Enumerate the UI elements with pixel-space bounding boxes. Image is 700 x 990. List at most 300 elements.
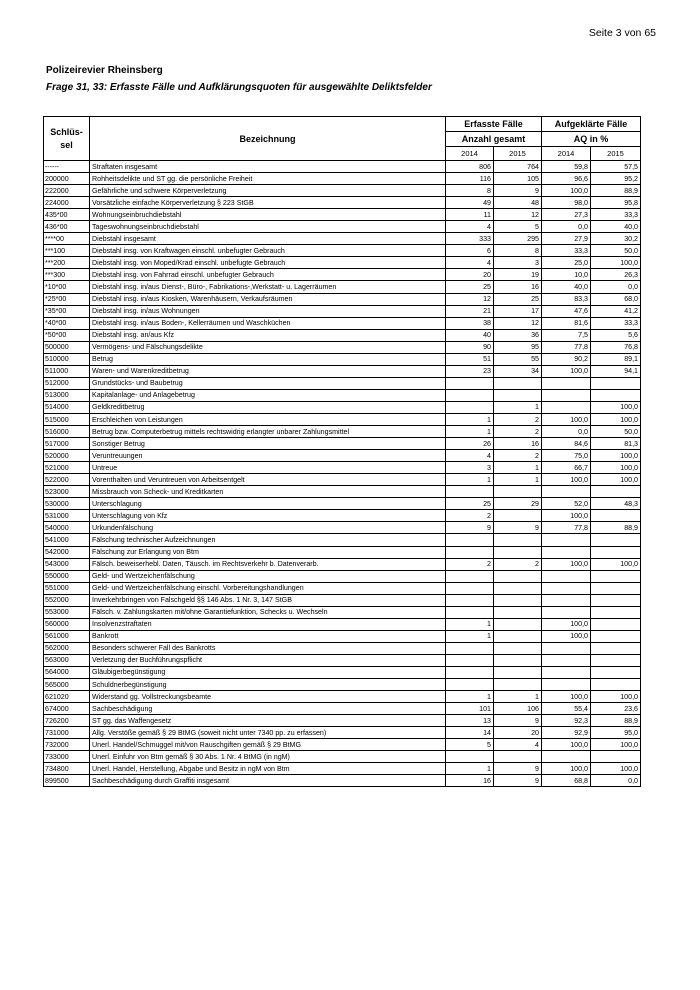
row-description-cell: Unerl. Handel/Schmuggel mit/von Rauschgiften gemäß § 29 BtMG <box>90 739 446 751</box>
rate-2015-cell: 100,0 <box>591 462 641 474</box>
table-row <box>44 594 641 606</box>
page-number: Seite 3 von 65 <box>588 27 656 39</box>
rate-2014-cell: 100,0 <box>542 618 591 630</box>
cases-2015-cell: 29 <box>494 498 542 510</box>
table-row <box>44 510 641 522</box>
table-row <box>44 474 641 486</box>
rate-2014-cell: 84,6 <box>542 438 591 450</box>
row-description-cell: Veruntreuungen <box>90 450 446 462</box>
rate-2015-cell <box>591 654 641 666</box>
rate-2015-cell: 76,8 <box>591 341 641 353</box>
rate-2014-cell: 100,0 <box>542 413 591 425</box>
row-key-cell: 733000 <box>44 751 90 763</box>
row-description-cell: Straftaten insgesamt <box>90 161 446 173</box>
row-key-cell: 511000 <box>44 365 90 377</box>
rate-2015-cell <box>591 666 641 678</box>
cases-2015-cell: 36 <box>494 329 542 341</box>
cases-2014-cell: 16 <box>446 775 494 787</box>
cases-2015-cell <box>494 486 542 498</box>
table-row <box>44 522 641 534</box>
row-description-cell: Rohheitsdelikte und ST gg. die persönliche Freiheit <box>90 173 446 185</box>
rate-2015-cell: 0,0 <box>591 281 641 293</box>
table-row <box>44 438 641 450</box>
row-key-cell: ***300 <box>44 269 90 281</box>
cases-2015-cell <box>494 618 542 630</box>
cleared-cases-header: Aufgeklärte Fälle <box>542 117 641 132</box>
table-row <box>44 534 641 546</box>
rate-2015-cell <box>591 594 641 606</box>
rate-2015-cell <box>591 389 641 401</box>
cases-2015-cell <box>494 389 542 401</box>
rate-2015-cell: 89,1 <box>591 353 641 365</box>
rate-2015-cell: 33,3 <box>591 317 641 329</box>
cases-2015-cell: 9 <box>494 185 542 197</box>
row-description-cell: Diebstahl insg. in/aus Kiosken, Warenhäusern, Verkaufsräumen <box>90 293 446 305</box>
table-row <box>44 654 641 666</box>
row-description-cell: Widerstand gg. Vollstreckungsbeamte <box>90 691 446 703</box>
cases-2014-cell: 25 <box>446 498 494 510</box>
table-row <box>44 630 641 642</box>
row-key-cell: ------ <box>44 161 90 173</box>
cases-2014-cell: 806 <box>446 161 494 173</box>
cases-2015-cell <box>494 751 542 763</box>
cases-2014-cell <box>446 401 494 413</box>
table-row <box>44 739 641 751</box>
row-description-cell: Bankrott <box>90 630 446 642</box>
rate-2014-cell: 55,4 <box>542 703 591 715</box>
row-description-cell: Verletzung der Buchführungspflicht <box>90 654 446 666</box>
cases-2015-cell: 8 <box>494 245 542 257</box>
rate-2015-cell <box>591 751 641 763</box>
row-key-cell: 542000 <box>44 546 90 558</box>
rate-2015-cell: 100,0 <box>591 401 641 413</box>
cases-2014-cell: 1 <box>446 763 494 775</box>
rate-2014-cell: 81,6 <box>542 317 591 329</box>
rate-2015-cell: 33,3 <box>591 209 641 221</box>
rate-2014-cell <box>542 570 591 582</box>
row-description-cell: Urkundenfälschung <box>90 522 446 534</box>
cases-2014-cell: 26 <box>446 438 494 450</box>
row-description-cell: Tageswohnungseinbruchdiebstahl <box>90 221 446 233</box>
table-row <box>44 703 641 715</box>
row-description-cell: Allg. Verstöße gemäß § 29 BtMG (soweit nicht unter 7340 pp. zu erfassen) <box>90 727 446 739</box>
rate-2014-cell: 10,0 <box>542 269 591 281</box>
cases-2015-cell: 9 <box>494 763 542 775</box>
table-row <box>44 666 641 678</box>
rate-2014-cell: 77,8 <box>542 341 591 353</box>
rate-2014-cell: 100,0 <box>542 739 591 751</box>
table-row <box>44 233 641 245</box>
cases-2015-cell <box>494 377 542 389</box>
rate-2015-cell: 88,9 <box>591 522 641 534</box>
row-description-cell: Diebstahl insg. in/aus Boden-, Kellerräumen und Waschküchen <box>90 317 446 329</box>
cases-2015-cell: 55 <box>494 353 542 365</box>
rate-2014-cell: 100,0 <box>542 558 591 570</box>
rate-2014-cell: 27,3 <box>542 209 591 221</box>
rate-2014-cell: 25,0 <box>542 257 591 269</box>
clearance-rate-header: AQ in % <box>542 132 641 147</box>
row-key-cell: 543000 <box>44 558 90 570</box>
row-description-cell: Fälsch. v. Zahlungskarten mit/ohne Garantiefunktion, Schecks u. Wechseln <box>90 606 446 618</box>
cases-2015-cell: 1 <box>494 474 542 486</box>
cases-2014-cell: 1 <box>446 426 494 438</box>
rate-2015-cell: 81,3 <box>591 438 641 450</box>
row-description-cell: Untreue <box>90 462 446 474</box>
row-key-cell: *10*00 <box>44 281 90 293</box>
cases-2014-cell: 5 <box>446 739 494 751</box>
cases-2014-cell: 40 <box>446 329 494 341</box>
cases-2014-cell: 25 <box>446 281 494 293</box>
cases-2014-cell: 20 <box>446 269 494 281</box>
rate-2015-cell: 100,0 <box>591 558 641 570</box>
table-row <box>44 582 641 594</box>
cases-2015-cell: 5 <box>494 221 542 233</box>
row-description-cell: Fälschung technischer Aufzeichnungen <box>90 534 446 546</box>
rate-2014-cell <box>542 546 591 558</box>
cases-2015-cell: 48 <box>494 197 542 209</box>
row-description-cell: Diebstahl insg. von Moped/Krad einschl. unbefugte Gebrauch <box>90 257 446 269</box>
table-row <box>44 185 641 197</box>
row-key-cell: 530000 <box>44 498 90 510</box>
cases-2015-cell: 20 <box>494 727 542 739</box>
cases-2015-cell: 2 <box>494 558 542 570</box>
cases-2015-cell <box>494 642 542 654</box>
row-description-cell: Sachbeschädigung durch Graffiti insgesamt <box>90 775 446 787</box>
table-row <box>44 317 641 329</box>
row-key-cell: 515000 <box>44 413 90 425</box>
rate-2015-cell: 57,5 <box>591 161 641 173</box>
row-key-cell: 510000 <box>44 353 90 365</box>
rate-2015-cell <box>591 377 641 389</box>
row-description-cell: Unterschlagung <box>90 498 446 510</box>
table-row <box>44 450 641 462</box>
row-key-cell: 512000 <box>44 377 90 389</box>
cases-2015-cell <box>494 594 542 606</box>
cases-2014-cell: 4 <box>446 257 494 269</box>
rate-2014-cell: 100,0 <box>542 510 591 522</box>
table-row <box>44 389 641 401</box>
row-key-cell: ***100 <box>44 245 90 257</box>
row-description-cell: Betrug bzw. Computerbetrug mittels rechtswidrig erlangter unbarer Zahlungsmittel <box>90 426 446 438</box>
row-description-cell: Fälschung zur Erlangung von Btm <box>90 546 446 558</box>
rate-2015-cell: 68,0 <box>591 293 641 305</box>
cases-2014-cell: 4 <box>446 450 494 462</box>
cases-2014-cell <box>446 377 494 389</box>
rate-2015-cell <box>591 570 641 582</box>
rate-2015-cell <box>591 630 641 642</box>
cases-2014-cell: 3 <box>446 462 494 474</box>
row-description-cell: Diebstahl insg. an/aus Kfz <box>90 329 446 341</box>
table-row <box>44 413 641 425</box>
cases-2015-cell: 1 <box>494 401 542 413</box>
row-description-cell: Vorsätzliche einfache Körperverletzung § 223 StGB <box>90 197 446 209</box>
cases-2015-cell <box>494 630 542 642</box>
cases-2015-cell <box>494 582 542 594</box>
cases-2015-cell: 4 <box>494 739 542 751</box>
row-key-cell: 436*00 <box>44 221 90 233</box>
rate-2015-cell: 94,1 <box>591 365 641 377</box>
row-key-cell: 531000 <box>44 510 90 522</box>
rate-2014-cell: 100,0 <box>542 630 591 642</box>
table-row <box>44 691 641 703</box>
row-description-cell: Schuldnerbegünstigung <box>90 679 446 691</box>
rate-2015-cell: 88,9 <box>591 715 641 727</box>
year-header: 2015 <box>591 147 641 161</box>
table-row <box>44 161 641 173</box>
cases-2015-cell: 3 <box>494 257 542 269</box>
table-row <box>44 486 641 498</box>
rate-2014-cell <box>542 679 591 691</box>
row-key-cell: 899500 <box>44 775 90 787</box>
rate-2014-cell: 83,3 <box>542 293 591 305</box>
table-row <box>44 606 641 618</box>
row-description-cell: Diebstahl insg. in/aus Wohnungen <box>90 305 446 317</box>
cases-2014-cell <box>446 606 494 618</box>
cases-2015-cell: 16 <box>494 438 542 450</box>
cases-2014-cell: 1 <box>446 413 494 425</box>
rate-2014-cell: 40,0 <box>542 281 591 293</box>
cases-2015-cell: 12 <box>494 317 542 329</box>
table-row <box>44 377 641 389</box>
row-description-cell: Diebstahl insg. von Fahrrad einschl. unbefugter Gebrauch <box>90 269 446 281</box>
cases-2014-cell: 2 <box>446 510 494 522</box>
year-header: 2014 <box>446 147 494 161</box>
table-row <box>44 257 641 269</box>
rate-2014-cell: 7,5 <box>542 329 591 341</box>
cases-2014-cell: 4 <box>446 221 494 233</box>
row-key-cell: 674000 <box>44 703 90 715</box>
cases-2015-cell: 25 <box>494 293 542 305</box>
rate-2015-cell: 41,2 <box>591 305 641 317</box>
cases-2015-cell: 17 <box>494 305 542 317</box>
row-key-cell: 521000 <box>44 462 90 474</box>
cases-2014-cell: 6 <box>446 245 494 257</box>
cases-2015-cell: 1 <box>494 691 542 703</box>
row-description-cell: Gefährliche und schwere Körperverletzung <box>90 185 446 197</box>
cases-2014-cell <box>446 389 494 401</box>
row-key-cell: 621020 <box>44 691 90 703</box>
rate-2014-cell: 100,0 <box>542 365 591 377</box>
row-key-cell: ****00 <box>44 233 90 245</box>
table-row <box>44 558 641 570</box>
cases-2015-cell: 19 <box>494 269 542 281</box>
cases-2014-cell: 333 <box>446 233 494 245</box>
cases-2014-cell: 116 <box>446 173 494 185</box>
year-header: 2014 <box>542 147 591 161</box>
table-row <box>44 269 641 281</box>
cases-2015-cell: 9 <box>494 715 542 727</box>
row-description-cell: Unterschlagung von Kfz <box>90 510 446 522</box>
row-key-cell: 563000 <box>44 654 90 666</box>
rate-2014-cell: 98,0 <box>542 197 591 209</box>
rate-2014-cell: 100,0 <box>542 763 591 775</box>
cases-2014-cell: 13 <box>446 715 494 727</box>
row-key-cell: 224000 <box>44 197 90 209</box>
rate-2015-cell: 0,0 <box>591 775 641 787</box>
cases-2015-cell <box>494 534 542 546</box>
rate-2015-cell <box>591 642 641 654</box>
table-row <box>44 329 641 341</box>
row-key-cell: 560000 <box>44 618 90 630</box>
cases-2014-cell: 21 <box>446 305 494 317</box>
rate-2014-cell: 0,0 <box>542 426 591 438</box>
table-row <box>44 570 641 582</box>
table-row <box>44 245 641 257</box>
cases-2015-cell: 106 <box>494 703 542 715</box>
rate-2014-cell: 66,7 <box>542 462 591 474</box>
question-title: Frage 31, 33: Erfasste Fälle und Aufklärungsquoten für ausgewählte Deliktsfelder <box>46 82 432 93</box>
row-description-cell: Diebstahl insg. in/aus Dienst-, Büro-, Fabrikations-,Werkstatt- u. Lagerräumen <box>90 281 446 293</box>
cases-2015-cell: 9 <box>494 522 542 534</box>
rate-2014-cell <box>542 582 591 594</box>
rate-2015-cell <box>591 486 641 498</box>
row-key-cell: 200000 <box>44 173 90 185</box>
row-description-cell: Diebstahl insg. von Kraftwagen einschl. unbefugter Gebrauch <box>90 245 446 257</box>
cases-2015-cell: 295 <box>494 233 542 245</box>
rate-2014-cell: 47,6 <box>542 305 591 317</box>
rate-2014-cell <box>542 606 591 618</box>
table-row <box>44 305 641 317</box>
rate-2015-cell: 23,6 <box>591 703 641 715</box>
rate-2015-cell <box>591 679 641 691</box>
cases-2014-cell: 51 <box>446 353 494 365</box>
table-row <box>44 365 641 377</box>
row-key-cell: 561000 <box>44 630 90 642</box>
row-key-cell: 222000 <box>44 185 90 197</box>
cases-2015-cell: 9 <box>494 775 542 787</box>
cases-2014-cell <box>446 679 494 691</box>
table-row <box>44 763 641 775</box>
row-key-cell: 552000 <box>44 594 90 606</box>
row-key-cell: *40*00 <box>44 317 90 329</box>
table-row <box>44 353 641 365</box>
row-description-cell: Geld- und Wertzeichenfälschung einschl. Vorbereitungshandlungen <box>90 582 446 594</box>
row-key-cell: 732000 <box>44 739 90 751</box>
rate-2014-cell <box>542 751 591 763</box>
description-column-header: Bezeichnung <box>90 117 446 161</box>
cases-2014-cell: 11 <box>446 209 494 221</box>
cases-2014-cell: 1 <box>446 618 494 630</box>
recorded-cases-header: Erfasste Fälle <box>446 117 542 132</box>
rate-2015-cell: 100,0 <box>591 257 641 269</box>
row-description-cell: Gläubigerbegünstigung <box>90 666 446 678</box>
row-description-cell: Vermögens- und Fälschungsdelikte <box>90 341 446 353</box>
rate-2015-cell <box>591 510 641 522</box>
rate-2015-cell <box>591 618 641 630</box>
row-description-cell: Missbrauch von Scheck- und Kreditkarten <box>90 486 446 498</box>
row-description-cell: Wohnungseinbruchdiebstahl <box>90 209 446 221</box>
cases-2014-cell <box>446 642 494 654</box>
row-description-cell: Waren- und Warenkreditbetrug <box>90 365 446 377</box>
rate-2014-cell: 100,0 <box>542 185 591 197</box>
rate-2015-cell: 100,0 <box>591 739 641 751</box>
table-row <box>44 775 641 787</box>
rate-2014-cell: 90,2 <box>542 353 591 365</box>
rate-2015-cell: 5,6 <box>591 329 641 341</box>
row-key-cell: 540000 <box>44 522 90 534</box>
rate-2015-cell: 100,0 <box>591 691 641 703</box>
rate-2015-cell: 100,0 <box>591 413 641 425</box>
cases-2015-cell: 764 <box>494 161 542 173</box>
row-key-cell: *50*00 <box>44 329 90 341</box>
cases-2015-cell: 2 <box>494 450 542 462</box>
cases-2014-cell: 8 <box>446 185 494 197</box>
row-description-cell: Unerl. Einfuhr von Btm gemäß § 30 Abs. 1 Nr. 4 BtMG (in ngM) <box>90 751 446 763</box>
department-title: Polizeirevier Rheinsberg <box>46 65 163 76</box>
table-row <box>44 751 641 763</box>
key-column-header: Schlüs-sel <box>44 117 90 161</box>
cases-2015-cell <box>494 510 542 522</box>
row-key-cell: 520000 <box>44 450 90 462</box>
row-key-cell: 562000 <box>44 642 90 654</box>
table-row <box>44 498 641 510</box>
cases-2014-cell: 1 <box>446 691 494 703</box>
rate-2015-cell: 100,0 <box>591 474 641 486</box>
cases-2014-cell <box>446 666 494 678</box>
rate-2014-cell <box>542 594 591 606</box>
table-row <box>44 727 641 739</box>
rate-2014-cell: 52,0 <box>542 498 591 510</box>
cases-2014-cell <box>446 751 494 763</box>
cases-2015-cell: 16 <box>494 281 542 293</box>
cases-2014-cell: 9 <box>446 522 494 534</box>
cases-2015-cell <box>494 570 542 582</box>
cases-2014-cell <box>446 570 494 582</box>
cases-2015-cell <box>494 606 542 618</box>
row-description-cell: Inverkehrbringen von Falschgeld §§ 146 Abs. 1 Nr. 3, 147 StGB <box>90 594 446 606</box>
rate-2015-cell: 95,2 <box>591 173 641 185</box>
rate-2015-cell: 100,0 <box>591 763 641 775</box>
table-row <box>44 679 641 691</box>
rate-2014-cell <box>542 377 591 389</box>
row-description-cell: Sachbeschädigung <box>90 703 446 715</box>
table-row <box>44 618 641 630</box>
table-row <box>44 209 641 221</box>
rate-2015-cell: 50,0 <box>591 245 641 257</box>
rate-2014-cell <box>542 666 591 678</box>
rate-2014-cell <box>542 401 591 413</box>
rate-2014-cell: 77,8 <box>542 522 591 534</box>
row-key-cell: 553000 <box>44 606 90 618</box>
row-key-cell: 513000 <box>44 389 90 401</box>
table-row <box>44 221 641 233</box>
rate-2015-cell: 40,0 <box>591 221 641 233</box>
table-row <box>44 173 641 185</box>
cases-2015-cell <box>494 679 542 691</box>
rate-2015-cell: 100,0 <box>591 450 641 462</box>
year-header: 2015 <box>494 147 542 161</box>
rate-2015-cell: 50,0 <box>591 426 641 438</box>
rate-2014-cell: 68,8 <box>542 775 591 787</box>
cases-2014-cell: 12 <box>446 293 494 305</box>
cases-2014-cell <box>446 486 494 498</box>
rate-2014-cell <box>542 486 591 498</box>
total-count-header: Anzahl gesamt <box>446 132 542 147</box>
rate-2014-cell: 96,6 <box>542 173 591 185</box>
row-key-cell: *35*00 <box>44 305 90 317</box>
row-key-cell: 550000 <box>44 570 90 582</box>
row-key-cell: 500000 <box>44 341 90 353</box>
rate-2014-cell: 59,8 <box>542 161 591 173</box>
rate-2015-cell: 48,3 <box>591 498 641 510</box>
rate-2015-cell: 26,3 <box>591 269 641 281</box>
row-description-cell: Betrug <box>90 353 446 365</box>
rate-2014-cell <box>542 654 591 666</box>
row-description-cell: Geld- und Wertzeichenfälschung <box>90 570 446 582</box>
cases-2014-cell: 2 <box>446 558 494 570</box>
row-key-cell: 564000 <box>44 666 90 678</box>
rate-2015-cell <box>591 582 641 594</box>
